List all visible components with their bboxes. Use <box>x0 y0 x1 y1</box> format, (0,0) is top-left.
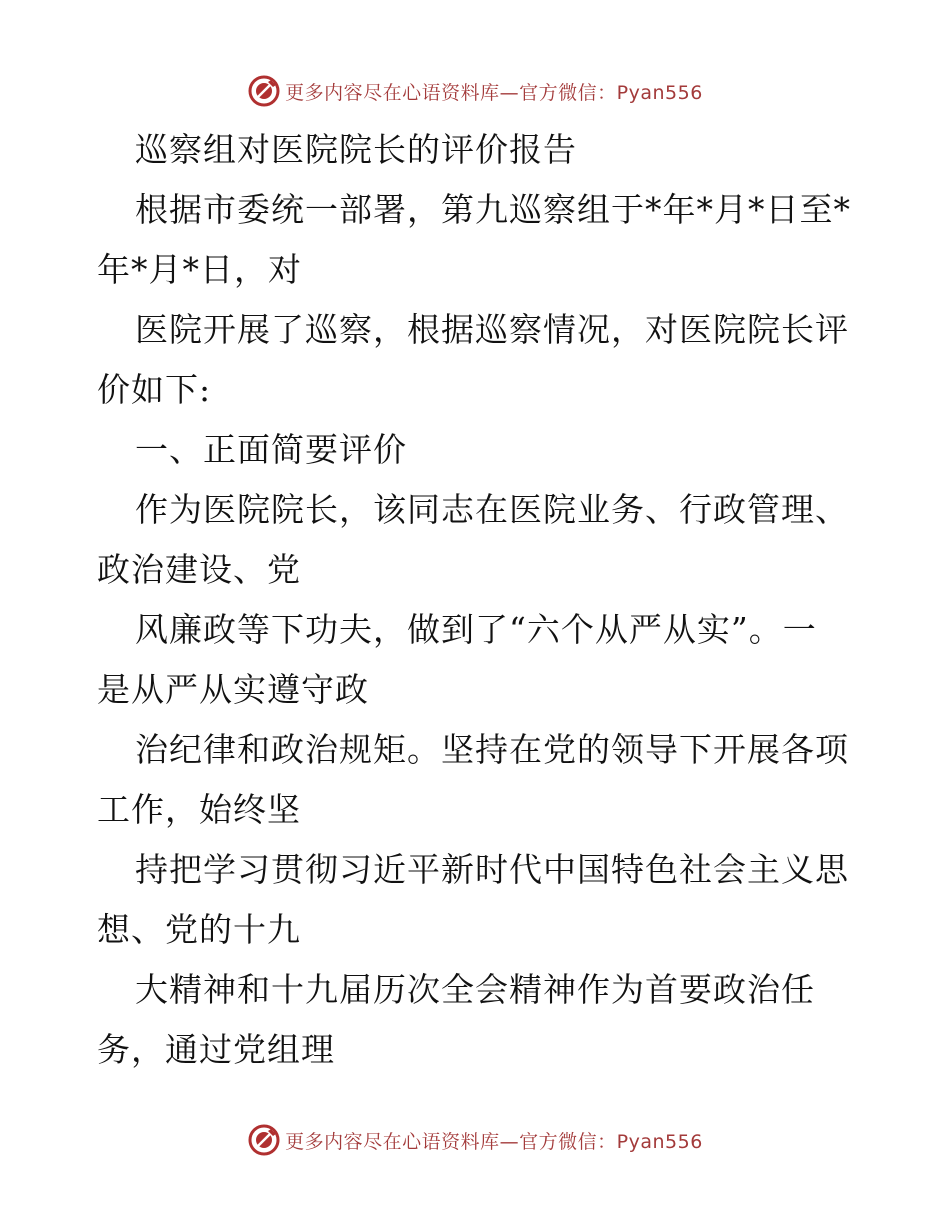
footer-watermark <box>0 1120 950 1160</box>
watermark-text: 更多内容尽在心语资料库—官方微信：Pyan556 <box>285 1130 703 1153</box>
section-heading: 一、正面简要评价 <box>135 430 407 469</box>
header-watermark <box>0 71 950 111</box>
paragraph-line: 年*月*日，对 <box>97 250 302 289</box>
paragraph-line: 务，通过党组理 <box>97 1030 335 1069</box>
watermark-text: 更多内容尽在心语资料库—官方微信：Pyan556 <box>285 81 703 104</box>
paragraph-line: 医院开展了巡察，根据巡察情况，对医院院长评 <box>135 310 849 349</box>
paragraph-line: 想、党的十九 <box>97 910 301 949</box>
paragraph-line: 工作，始终坚 <box>97 790 301 829</box>
paragraph-line: 政治建设、党 <box>97 550 301 589</box>
paragraph-line: 持把学习贯彻习近平新时代中国特色社会主义思 <box>135 850 849 889</box>
paragraph-line: 大精神和十九届历次全会精神作为首要政治任 <box>135 970 815 1009</box>
paragraph-line: 价如下: <box>97 370 212 409</box>
paragraph-line: 作为医院院长，该同志在医院业务、行政管理、 <box>135 490 849 529</box>
pen-logo-icon <box>247 74 281 108</box>
paragraph-line: 治纪律和政治规矩。坚持在党的领导下开展各项 <box>135 730 849 769</box>
paragraph-line: 风廉政等下功夫，做到了“六个从严从实”。一 <box>135 610 817 649</box>
pen-logo-icon <box>247 1123 281 1157</box>
document-body <box>97 120 857 1080</box>
paragraph-line: 是从严从实遵守政 <box>97 670 369 709</box>
paragraph-line: 根据市委统一部署，第九巡察组于*年*月*日至* <box>135 190 851 229</box>
document-title: 巡察组对医院院长的评价报告 <box>135 130 577 169</box>
